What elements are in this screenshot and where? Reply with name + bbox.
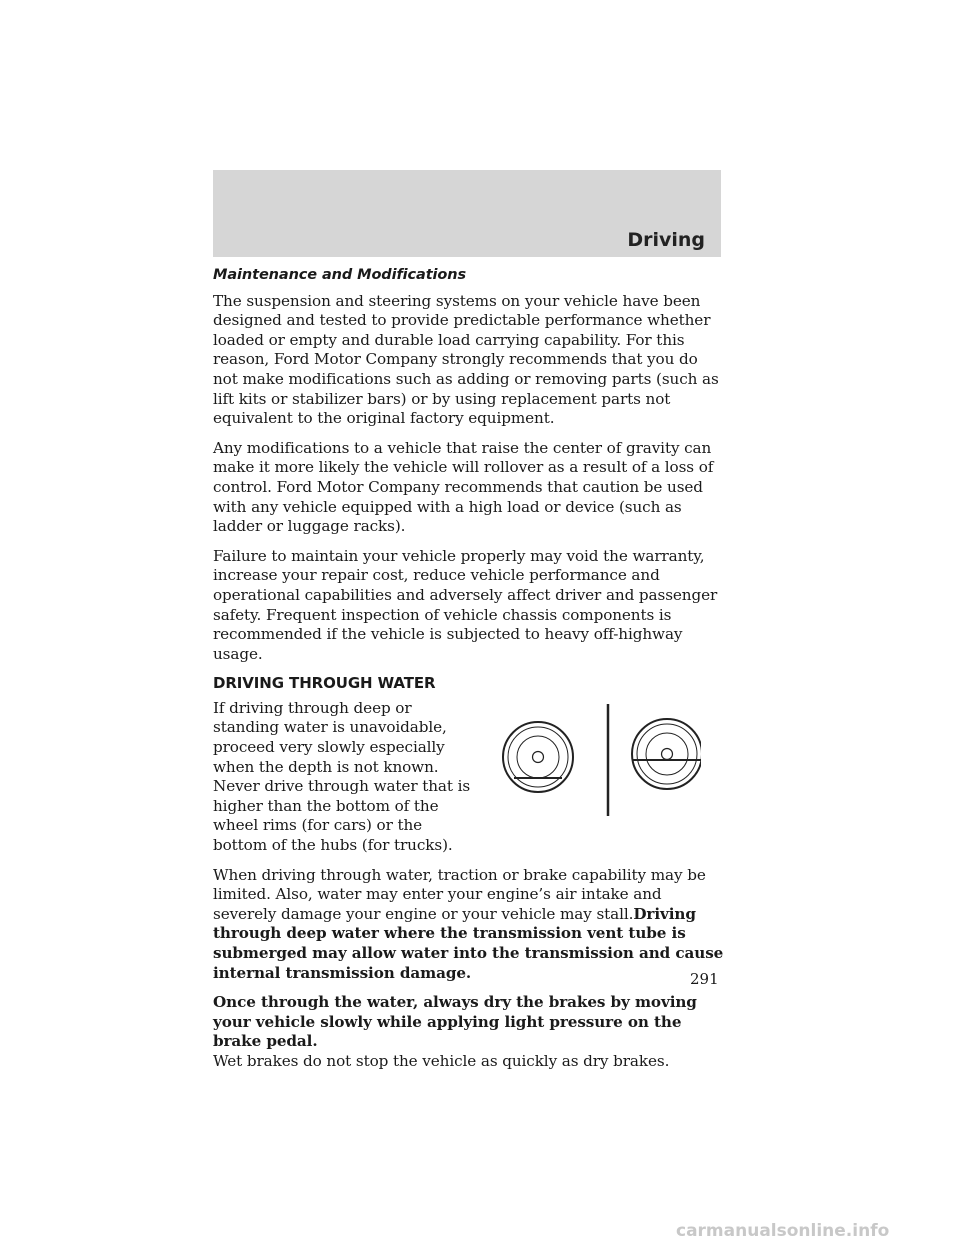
- car-wheel-icon: [503, 722, 573, 792]
- water-paragraph-2-warning: Driving through deep water where the transmission vent tube is submerged may allow water into the transmission and cause internal transmission damage.: [213, 904, 724, 982]
- water-heading: DRIVING THROUGH WATER: [213, 674, 436, 693]
- water-paragraph-3-warning: Once through the water, always dry the brakes by moving your vehicle slowly while applying light pressure on the brake pedal.: [213, 993, 697, 1051]
- water-paragraph-2: [213, 866, 727, 984]
- water-intro-row: [213, 699, 727, 866]
- watermark-text: carmanualsonline.info: [676, 1221, 890, 1241]
- watermark: [0, 1218, 960, 1242]
- truck-wheel-icon: [632, 719, 701, 789]
- page-content: [213, 266, 727, 1082]
- maintenance-paragraph-3: Failure to maintain your vehicle properly may void the warranty, increase your repair cost, reduce vehicle performance and operational capabilities and adversely affect driver and passenger safety. Frequent inspection of vehicle chassis components is recommended if the vehicle is subjected to heavy off-highway usage.: [213, 546, 718, 663]
- water-paragraph-2-text: When driving through water, traction or brake capability may be limited. Also, water may enter your engine’s air intake and severely damage your engine or your vehicle may stall.: [213, 865, 706, 923]
- watermark-logo: [676, 1218, 956, 1242]
- wheel-water-level-illustration: [501, 704, 701, 816]
- water-paragraph-3-text: Wet brakes do not stop the vehicle as quickly as dry brakes.: [213, 1051, 670, 1070]
- maintenance-heading: Maintenance and Modifications: [213, 267, 467, 283]
- page-number: 291: [690, 970, 719, 988]
- maintenance-paragraph-1: The suspension and steering systems on your vehicle have been designed and tested to provide predictable performance whether loaded or empty and durable load carrying capability. For this reason, Ford Motor Company strongly recommends that you do not make modifications such as adding or removing parts (such as lift kits or stabilizer bars) or by using replacement parts not equivalent to the original factory equipment.: [213, 291, 719, 428]
- maintenance-paragraph-2: Any modifications to a vehicle that raise the center of gravity can make it more likely the vehicle will rollover as a result of a loss of control. Ford Motor Company recommends that caution be used with any vehicle equipped with a high load or device (such as ladder or luggage racks).: [213, 438, 714, 536]
- header-band: [213, 170, 721, 257]
- water-intro: If driving through deep or standing water is unavoidable, proceed very slowly especially when the depth is not known. Never drive through water that is higher than the bottom of the wheel rims (for cars) or the bottom of the hubs (for trucks).: [213, 698, 471, 855]
- section-title: Driving: [627, 229, 705, 251]
- water-paragraph-3: [213, 993, 727, 1071]
